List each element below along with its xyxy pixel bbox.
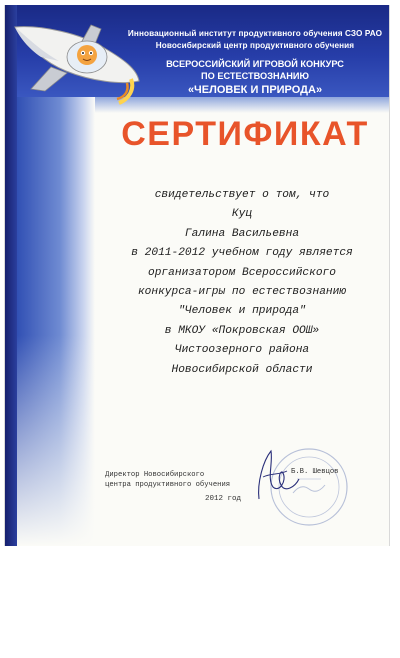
position-line2: центра продуктивного обучения [105,481,231,489]
body-line: конкурса-игры по естествознанию [137,286,347,299]
institute-name: Инновационный институт продуктивного обучения СЗО РАО [127,29,383,38]
director-position [105,470,230,490]
body-line: в 2011-2012 учебном году является [131,247,353,260]
center-name: Новосибирский центр продуктивного обучения [155,41,355,50]
body-line: организатором Всероссийского [148,266,336,279]
certificate [4,5,390,546]
position-line1: Директор Новосибирского [105,471,205,479]
recipient-name: Галина Васильевна [184,227,300,240]
director-name: Б.В. Шевцов [291,468,339,476]
school-name: в МКОУ «Покровская ООШ» [164,324,320,337]
year: 2012 год [205,495,242,503]
contest-title-line3: «ЧЕЛОВЕК И ПРИРОДА» [187,84,323,96]
certificate-title: СЕРТИФИКАТ [121,115,369,153]
recipient-surname: Куц [231,208,253,221]
district-name: Чистоозерного района [174,344,310,357]
contest-name: "Человек и природа" [178,305,306,318]
contest-title-line2: ПО ЕСТЕСТВОЗНАНИЮ [201,71,309,81]
rocket-mascot-logo [11,19,141,109]
region-name: Новосибирской области [171,363,313,376]
certificate-body [97,186,387,380]
body-line: свидетельствует о том, что [154,189,330,201]
contest-title-line1: ВСЕРОССИЙСКИЙ ИГРОВОЙ КОНКУРС [166,59,344,69]
